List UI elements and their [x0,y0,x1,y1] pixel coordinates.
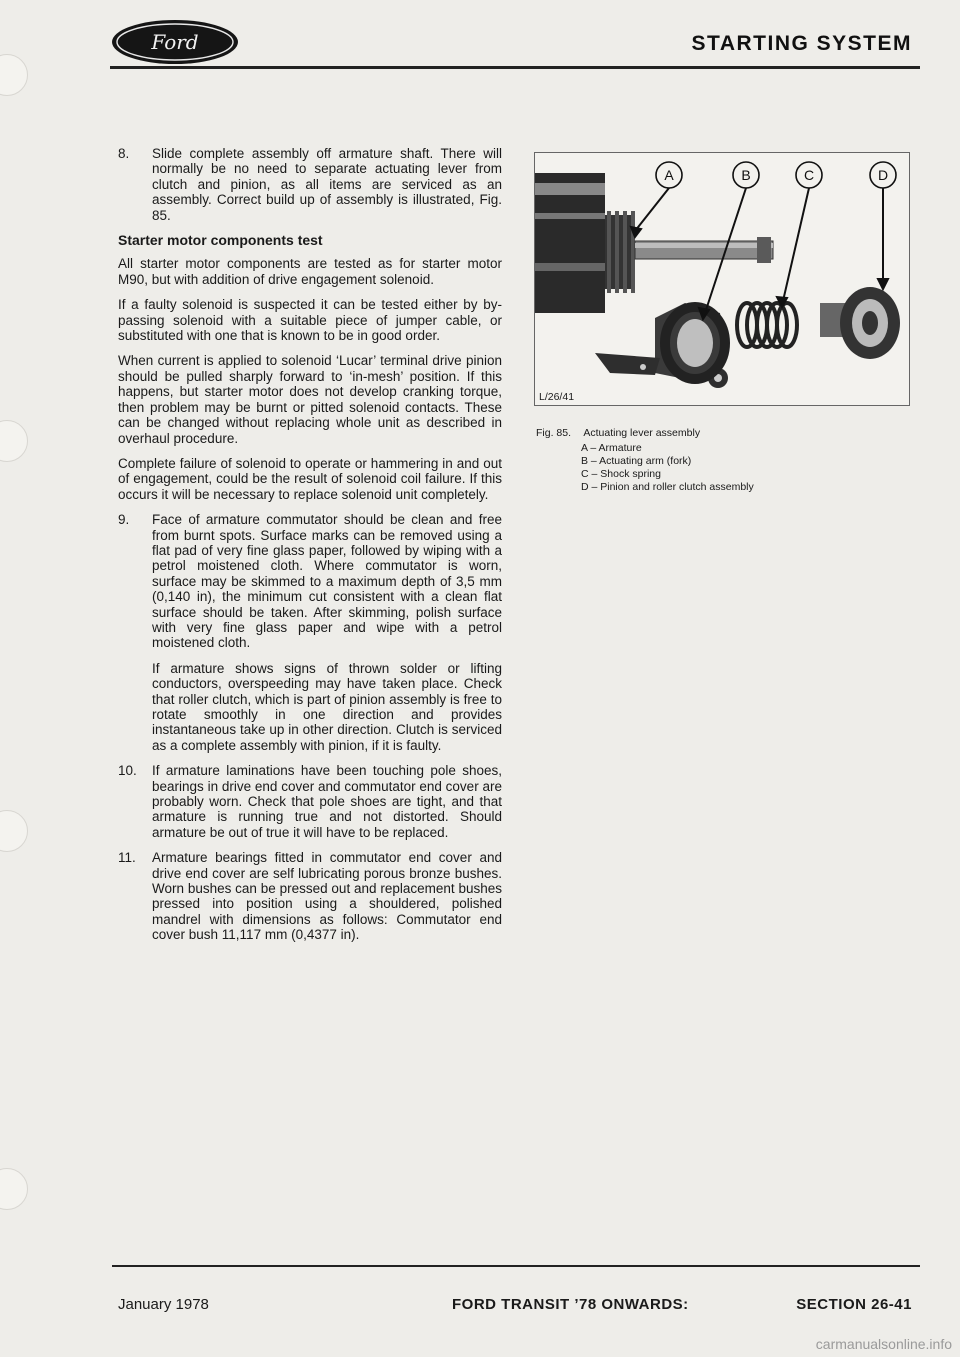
step-8 [118,146,502,223]
step-number: 8. [118,146,130,161]
footer-title: FORD TRANSIT ’78 ONWARDS: [452,1296,689,1313]
step-text: Face of armature commutator should be clean and free from burnt spots. Surface marks can be removed using a flat pad of very fine glass paper, followed by wiping with a petrol moistened cloth. Where commutator is worn, surface may be skimmed to a maximum depth of 3,5 mm (0,140 in), the minimum cut consistent with a clean flat surface should be taken. After skimming, polish surface with very fine glass paper and wipe with a petrol moistened cloth. [152,512,502,651]
punch-hole [0,54,28,96]
section-heading: Starter motor components test [118,232,323,249]
figure-caption [536,427,754,494]
page-header-title: STARTING SYSTEM [691,32,912,55]
footer-rule [112,1265,920,1267]
figure-reference: L/26/41 [539,391,575,403]
step-number: 10. [118,763,137,779]
header-rule [110,66,920,69]
step-number: 11. [118,850,136,866]
footer-date: January 1978 [118,1296,209,1313]
caption-title: Actuating lever assembly [583,427,701,439]
actuating-lever-illustration [535,153,909,405]
caption-item-actuating-arm: B – Actuating arm (fork) [581,455,692,467]
paragraph: Complete failure of solenoid to operate or hammering in and out of engagement, could be the result of solenoid coil failure. If this occurs it will be necessary to replace solenoid unit completely. [118,455,502,502]
step-text: Armature bearings fitted in commutator end cover and drive end cover are self lubricating porous bronze bushes. Worn bushes can be pressed out and replacement bushes pressed into position using a shouldered, polished mandrel with dimensions as follows: Commutator end cover bush 11,117 mm (0,4377 in). [152,850,502,943]
callout-label-a: A [664,167,674,183]
step-text: Slide complete assembly off armature shaft. There will normally be no need to separate actuating lever from clutch and pinion, as all items are serviced as an assembly. Correct build up of assembly is illustrated, Fig. 85. [152,146,502,223]
callout-label-c: C [803,167,815,183]
callout-label-b: B [741,167,751,183]
left-column [118,146,502,953]
svg-text:Ford: Ford [151,30,199,54]
callout-label-d: D [877,167,889,183]
punch-hole [0,420,28,462]
step-11 [118,850,502,942]
watermark: carmanualsonline.info [815,1336,952,1352]
paragraph: If a faulty solenoid is suspected it can be tested either by by-passing solenoid with a suitable piece of jumper cable, or substituted with one that is known to be in good order. [118,297,502,344]
step-9-subparagraph: If armature shows signs of thrown solder or lifting conductors, overspeeding may have taken place. Check that roller clutch, which is part of pinion assembly is free to rotate smoothly in one direction and provides instantaneous take up in other direction. Clutch is serviced as a complete assembly with pinion, if it is faulty. [152,660,502,753]
caption-item-armature: A – Armature [581,442,642,454]
step-text: If armature laminations have been touching pole shoes, bearings in drive end cover and commutator end cover are probably worn. Check that pole shoes are tight, and that armature is running true and not distorted. Should armature be out of true it will have to be replaced. [152,763,502,840]
caption-label: Fig. 85. [536,427,572,439]
caption-item-shock-spring: C – Shock spring [581,468,661,480]
step-9 [118,512,502,651]
step-number: 9. [118,512,130,528]
paragraph: All starter motor components are tested as for starter motor M90, but with addition of drive engagement solenoid. [118,256,502,287]
ford-logo [110,18,240,66]
punch-hole [0,810,28,852]
caption-item-pinion-clutch: D – Pinion and roller clutch assembly [581,481,754,493]
punch-hole [0,1168,28,1210]
figure-actuating-lever [534,152,910,406]
step-10 [118,763,502,840]
paragraph: When current is applied to solenoid ‘Lucar’ terminal drive pinion should be pulled sharply forward to ‘in-mesh’ position. If this happens, but starter motor does not develop cranking torque, then problem may be burnt or pitted solenoid contacts. These can be changed without replacing whole unit as described in overhaul procedure. [118,353,502,446]
footer-section: SECTION 26-41 [796,1296,912,1313]
